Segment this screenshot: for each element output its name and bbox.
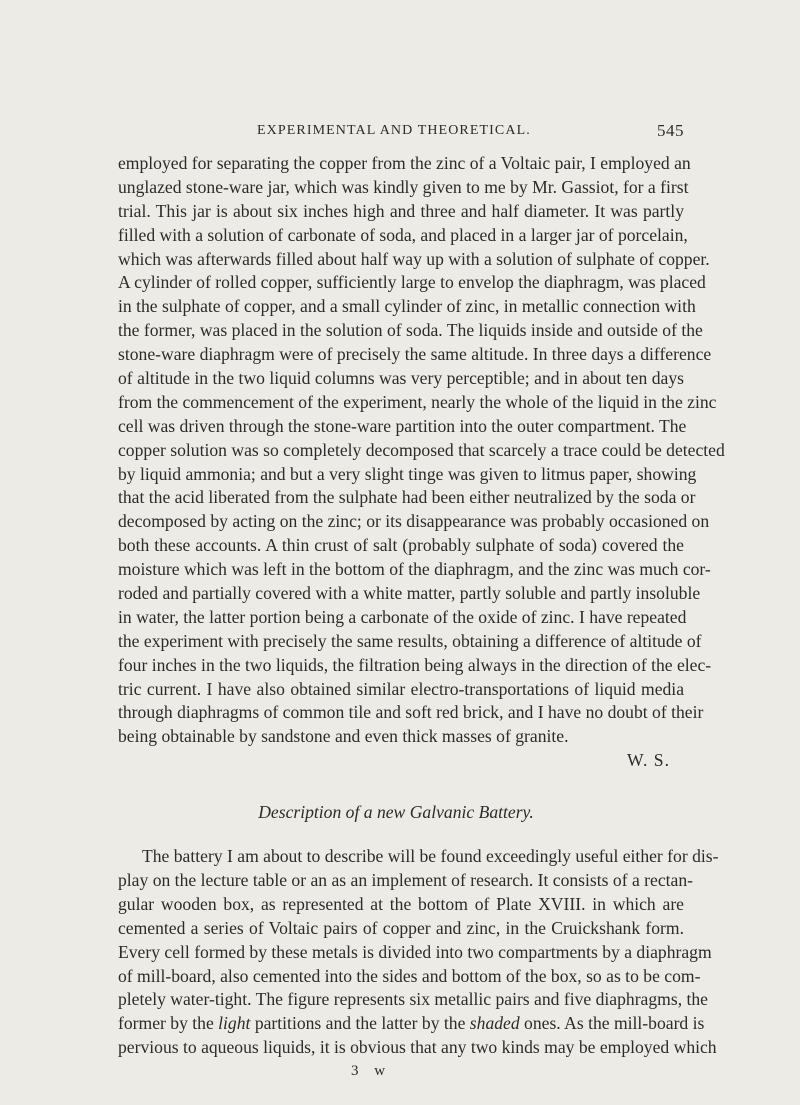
text-line: from the commencement of the experiment, nearly the whole of the liquid in the zinc	[118, 391, 717, 412]
text-line: four inches in the two liquids, the filtration being always in the direction of the elec-	[118, 654, 712, 675]
text-line: the former, was placed in the solution of soda. The liquids inside and outside of the	[118, 320, 703, 341]
text-line: of altitude in the two liquid columns was very perceptible; and in about ten days	[118, 368, 684, 389]
text-line: decomposed by acting on the zinc; or its disappearance was probably occasioned on	[118, 511, 710, 532]
text-line: both these accounts. A thin crust of salt (probably sulphate of soda) covered the	[118, 535, 684, 556]
text-line: employed for separating the copper from the zinc of a Voltaic pair, I employed an	[118, 153, 691, 173]
text-line: which was afterwards filled about half way up with a solution of sulphate of copper.	[118, 248, 710, 269]
text-line: moisture which was left in the bottom of the diaphragm, and the zinc was much cor-	[118, 559, 711, 580]
text-line: by liquid ammonia; and but a very slight tinge was given to litmus paper, showing	[118, 463, 697, 484]
author-signature: W. S.	[627, 750, 670, 771]
section-heading: Description of a new Galvanic Battery.	[258, 802, 534, 823]
text-line: that the acid liberated from the sulphate had been either neutralized by the soda or	[118, 487, 696, 508]
text-line: play on the lecture table or an as an implement of research. It consists of a rectan-	[118, 869, 693, 890]
printer-signature-mark: 3 w	[350, 1063, 392, 1080]
body-text	[118, 152, 725, 1082]
text-fragment: ones. As the mill-board is	[519, 1013, 705, 1034]
text-line: A cylinder of rolled copper, sufficiently large to envelop the diaphragm, was placed	[118, 272, 706, 293]
text-line: in water, the latter portion being a carbonate of the oxide of zinc. I have repeated	[118, 606, 687, 627]
text-fragment: partitions and the latter by the	[250, 1013, 470, 1034]
text-line: unglazed stone-ware jar, which was kindly given to me by Mr. Gassiot, for a first	[118, 176, 689, 197]
text-line: trial. This jar is about six inches high and three and half diameter. It was partly	[118, 200, 684, 221]
text-line: Every cell formed by these metals is divided into two compartments by a diaphragm	[118, 941, 712, 962]
text-line-with-emphasis	[118, 1012, 705, 1036]
emphasis-shaded: shaded	[469, 1013, 520, 1034]
page-number: 545	[657, 121, 684, 140]
paragraph-filtration-experiment	[118, 152, 725, 773]
text-line: roded and partially covered with a white matter, partly soluble and partly insoluble	[118, 583, 701, 604]
text-line: of mill-board, also cemented into the sides and bottom of the box, so as to be com-	[118, 965, 701, 986]
text-line: cell was driven through the stone-ware partition into the outer compartment. The	[118, 415, 687, 436]
running-head	[118, 121, 684, 145]
text-line: through diaphragms of common tile and soft red brick, and I have no doubt of their	[118, 702, 704, 723]
text-line: tric current. I have also obtained similar electro-transportations of liquid media	[118, 678, 684, 699]
text-line: gular wooden box, as represented at the bottom of Plate XVIII. in which are	[118, 893, 684, 914]
text-line: being obtainable by sandstone and even thick masses of granite.	[118, 726, 569, 747]
text-line: filled with a solution of carbonate of soda, and placed in a larger jar of porcelain,	[118, 224, 688, 245]
text-line: pervious to aqueous liquids, it is obvious that any two kinds may be employed which	[118, 1037, 717, 1058]
text-line: the experiment with precisely the same results, obtaining a difference of altitude of	[118, 630, 702, 651]
text-line: in the sulphate of copper, and a small cylinder of zinc, in metallic connection with	[118, 296, 696, 317]
emphasis-light: light	[218, 1013, 251, 1034]
text-line: copper solution was so completely decomposed that scarcely a trace could be detected	[118, 439, 725, 460]
text-line: pletely water-tight. The figure represents six metallic pairs and five diaphragms, the	[118, 989, 708, 1010]
paragraph-battery-description	[118, 845, 719, 1060]
running-head-title: EXPERIMENTAL AND THEORETICAL.	[257, 123, 531, 138]
text-line: The battery I am about to describe will be found exceedingly useful either for dis-	[142, 846, 719, 867]
text-fragment: former by the	[118, 1013, 219, 1034]
text-line: stone-ware diaphragm were of precisely the same altitude. In three days a difference	[118, 344, 712, 365]
text-line: cemented a series of Voltaic pairs of copper and zinc, in the Cruickshank form.	[118, 917, 684, 938]
